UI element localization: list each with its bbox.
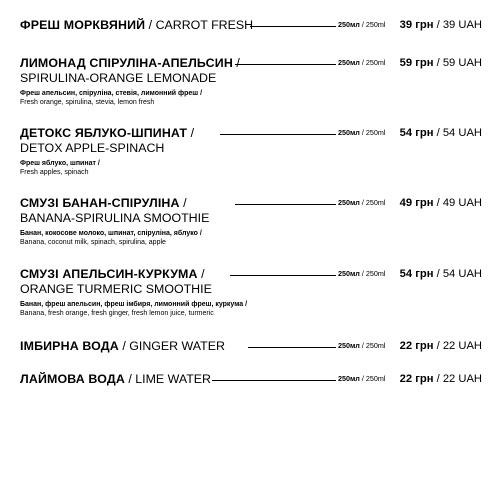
item-name-ua: ЛИМОНАД СПІРУЛІНА-АПЕЛЬСИН bbox=[20, 56, 233, 70]
leader-line bbox=[235, 204, 336, 205]
drinks-menu bbox=[20, 0, 482, 480]
item-title-row: ДЕТОКС ЯБЛУКО-ШПИНАТ / 250мл / 250ml 54 грн / 54 UAH bbox=[20, 126, 482, 140]
item-volume: 250мл / 250ml bbox=[338, 198, 386, 207]
item-name-ua: ДЕТОКС ЯБЛУКО-ШПИНАТ bbox=[20, 126, 188, 140]
item-title-row: ІМБИРНА ВОДА / GINGER WATER 250мл / 250ml 22 грн / 22 UAH bbox=[20, 339, 482, 353]
item-title-row: ФРЕШ МОРКВЯНИЙ / CARROT FRESH 250мл / 250ml 39 грн / 39 UAH bbox=[20, 18, 482, 32]
item-price: 59 грн / 59 UAH bbox=[399, 57, 482, 69]
menu-item bbox=[20, 17, 482, 33]
item-name-en: DETOX APPLE-SPINACH bbox=[20, 141, 165, 155]
item-ingredients-ua: Банан, фреш апельсин, фреш імбиря, лимонний фреш, куркума / bbox=[20, 301, 248, 308]
leader-line bbox=[220, 134, 336, 135]
leader-line bbox=[230, 275, 336, 276]
item-price: 49 грн / 49 UAH bbox=[399, 197, 482, 209]
item-name-en-row bbox=[20, 281, 482, 297]
item-title-row: ЛИМОНАД СПІРУЛІНА-АПЕЛЬСИН / bbox=[20, 56, 240, 70]
item-name-ua: ЛАЙМОВА ВОДА bbox=[20, 372, 125, 386]
item-ingredients-en: Banana, coconut milk, spinach, spirulina, apple bbox=[20, 239, 166, 246]
item-name-ua: ІМБИРНА ВОДА bbox=[20, 339, 119, 353]
leader-line bbox=[212, 380, 336, 381]
item-name-en: LIME WATER bbox=[135, 372, 212, 386]
item-volume: 250мл / 250ml bbox=[338, 374, 386, 383]
item-volume: 250мл / 250ml bbox=[338, 58, 386, 67]
item-price: 22 грн / 22 UAH bbox=[399, 373, 482, 385]
menu-item bbox=[20, 371, 482, 387]
item-name-en: BANANA-SPIRULINA SMOOTHIE bbox=[20, 211, 210, 225]
leader-line bbox=[248, 347, 336, 348]
item-ingredients-en: Banana, fresh orange, fresh ginger, fresh lemon juice, turmeric bbox=[20, 310, 214, 317]
item-name-ua: ФРЕШ МОРКВЯНИЙ bbox=[20, 18, 146, 32]
item-name-en: ORANGE TURMERIC SMOOTHIE bbox=[20, 282, 212, 296]
item-name-ua: СМУЗІ БАНАН-СПІРУЛІНА bbox=[20, 196, 180, 210]
menu-item bbox=[20, 266, 482, 318]
item-volume: 250мл / 250ml bbox=[338, 128, 386, 137]
item-price: 54 грн / 54 UAH bbox=[399, 268, 482, 280]
item-volume: 250мл / 250ml bbox=[338, 269, 386, 278]
item-name-en: GINGER WATER bbox=[129, 339, 225, 353]
menu-item bbox=[20, 55, 482, 107]
item-title-row: СМУЗІ АПЕЛЬСИН-КУРКУМА / 250мл / 250ml 54 грн / 54 UAH bbox=[20, 267, 482, 281]
item-volume: 250мл / 250ml bbox=[338, 20, 386, 29]
menu-item bbox=[20, 195, 482, 247]
item-volume: 250мл / 250ml bbox=[338, 341, 386, 350]
item-name-en-row bbox=[20, 140, 482, 156]
item-price: 54 грн / 54 UAH bbox=[399, 127, 482, 139]
menu-item bbox=[20, 125, 482, 177]
item-ingredients-ua: Банан, кокосове молоко, шпинат, спіруліна, яблуко / bbox=[20, 230, 202, 237]
item-name-en: SPIRULINA-ORANGE LEMONADE bbox=[20, 71, 217, 85]
item-name-en: CARROT FRESH bbox=[155, 18, 254, 32]
item-price: 22 грн / 22 UAH bbox=[399, 340, 482, 352]
item-ingredients-en: Fresh apples, spinach bbox=[20, 169, 89, 176]
item-title-row: СМУЗІ БАНАН-СПІРУЛІНА / bbox=[20, 196, 187, 210]
item-name-ua: СМУЗІ АПЕЛЬСИН-КУРКУМА bbox=[20, 267, 198, 281]
item-price: 39 грн / 39 UAH bbox=[399, 19, 482, 31]
item-ingredients-ua: Фреш яблуко, шпинат / bbox=[20, 160, 100, 167]
item-title-row: ЛАЙМОВА ВОДА / LIME WATER 250мл / 250ml 22 грн / 22 UAH bbox=[20, 372, 482, 386]
leader-line bbox=[235, 64, 336, 65]
item-ingredients-en: Fresh orange, spirulina, stevia, lemon fresh bbox=[20, 99, 155, 106]
leader-line bbox=[250, 26, 336, 27]
item-ingredients-ua: Фреш апельсин, спіруліна, стевія, лимонний фреш / bbox=[20, 90, 203, 97]
menu-item bbox=[20, 338, 482, 354]
